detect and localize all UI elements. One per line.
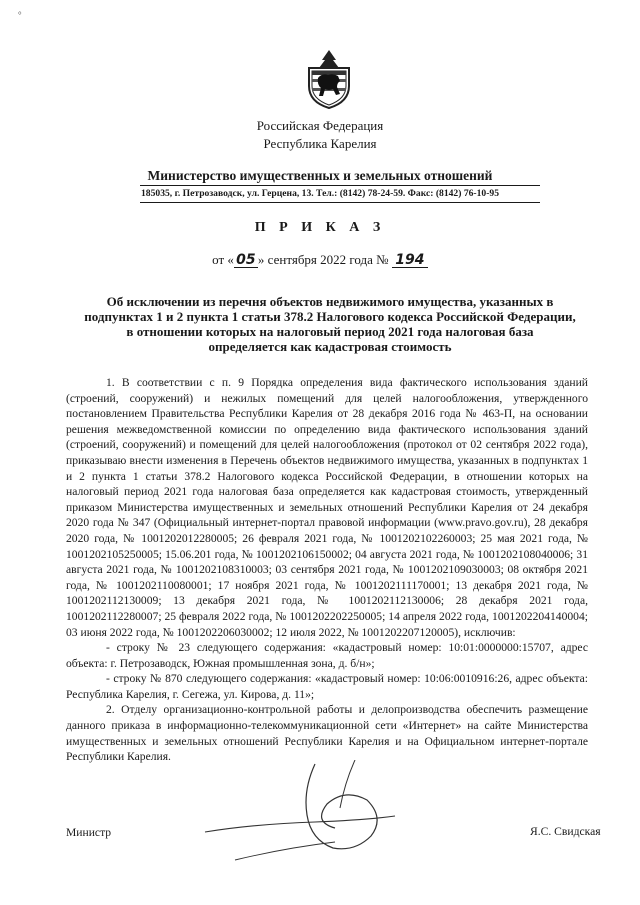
signatory-name: Я.С. Свидская [530, 825, 601, 838]
document-title: П Р И К А З [254, 220, 386, 235]
paragraph-1: 1. В соответствии с п. 9 Порядка определения вида фактического использования зданий (строений, сооружений) и нежилых помещений для целей налогообложения, утвержденного постановлением Правительства Республики Карелия от 28 декабря 2016 года № 463-П, на основании решения межведомственной комиссии по определению вида фактического использования зданий (строений, сооружений) и помещений для целей налогообложения (протокол от 02 сентября 2022 года), приказываю внести изменения в Перечень объектов недвижимого имущества, указанных в подпунктах 1 и 2 пункта 1 статьи 378.2 Налогового кодекса Российской Федерации, в отношении которых на налоговый период 2021 года налоговая база определяется как кадастровая стоимость, утвержденный приказом Министерства имущественных и земельных отношений Республики Карелия от 24 декабря 2020 года № 347 (Официальный интернет-портал правовой информации (www.pravo.gov.ru), 28 декабря 2020 года, № 1001202012280005; 26 февраля 2021 года, № 1001202102260003; 25 мая 2021 года, № 1001202105250005; 15.06.201 года, № 1001202106150002; 04 августа 2021 года, № 1001202108040006; 31 августа 2021 года, № 1001202108310003; 03 сентября 2021 года, № 1001202109030003; 08 октября 2021 года, № 1001202110080001; 17 ноября 2021 года, № 1001202111170001; 13 декабря 2021 года, № 1001202112130009; 13 декабря 2021 года, № 1001202112130006; 28 декабря 2021 года, 1001202112280007; 25 февраля 2022 года, № 1001202202250005; 14 апреля 2022 года, 1001202204140004; 03 июня 2022 года, № 1001202206030002; 12 июля 2022, № 1001202207120005), исключив: [66, 376, 588, 639]
heading-line: Об исключении из перечня объектов недвижимого имущества, указанных в [106, 294, 554, 309]
handwritten-signature [195, 760, 445, 870]
heading-line: в отношении которых на налоговый период 2021 года налоговая база [126, 324, 534, 339]
heading-line: определяется как кадастровая стоимость [208, 339, 452, 354]
republic-name: Республика Карелия [263, 136, 377, 151]
order-body [66, 375, 588, 765]
country-name: Российская Федерация [256, 118, 384, 133]
corner-mark: ° [18, 10, 22, 20]
header-rule-thick [140, 185, 540, 186]
date-prefix: от « [212, 252, 234, 267]
ministry-address: 185035, г. Петрозаводск, ул. Герцена, 13. Тел.: (8142) 78-24-59. Факс: (8142) 76-10-95 [141, 188, 499, 199]
ministry-name: Министерство имущественных и земельных отношений [147, 168, 493, 183]
excluded-item-2: - строку № 870 следующего содержания: «кадастровый номер: 10:06:0010916:26, адрес объекта: Республика Карелия, г. Сегежа, ул. Кирова, д. 11»; [66, 672, 588, 701]
order-heading [70, 294, 590, 354]
date-middle: » сентября 2022 года № [257, 252, 389, 267]
header-rule-thin [140, 202, 540, 203]
order-day: 05 [234, 253, 258, 268]
order-number: 194 [392, 253, 428, 268]
signatory-position: Министр [66, 826, 112, 839]
order-date-line [0, 252, 640, 268]
coat-of-arms-emblem [300, 48, 358, 110]
heading-line: подпунктах 1 и 2 пункта 1 статьи 378.2 Налогового кодекса Российской Федерации, [84, 309, 576, 324]
paragraph-2: 2. Отделу организационно-контрольной работы и делопроизводства обеспечить размещение данного приказа в информационно-телекоммуникационной сети «Интернет» на сайте Министерства имущественных и земельных отношений Республики Карелия и на Официальном интернет-портале Республики Карелия. [66, 703, 588, 764]
excluded-item-1: - строку № 23 следующего содержания: «кадастровый номер: 10:01:0000000:15707, адрес объекта: г. Петрозаводск, Южная промышленная зона, д. б/н»; [66, 641, 588, 670]
